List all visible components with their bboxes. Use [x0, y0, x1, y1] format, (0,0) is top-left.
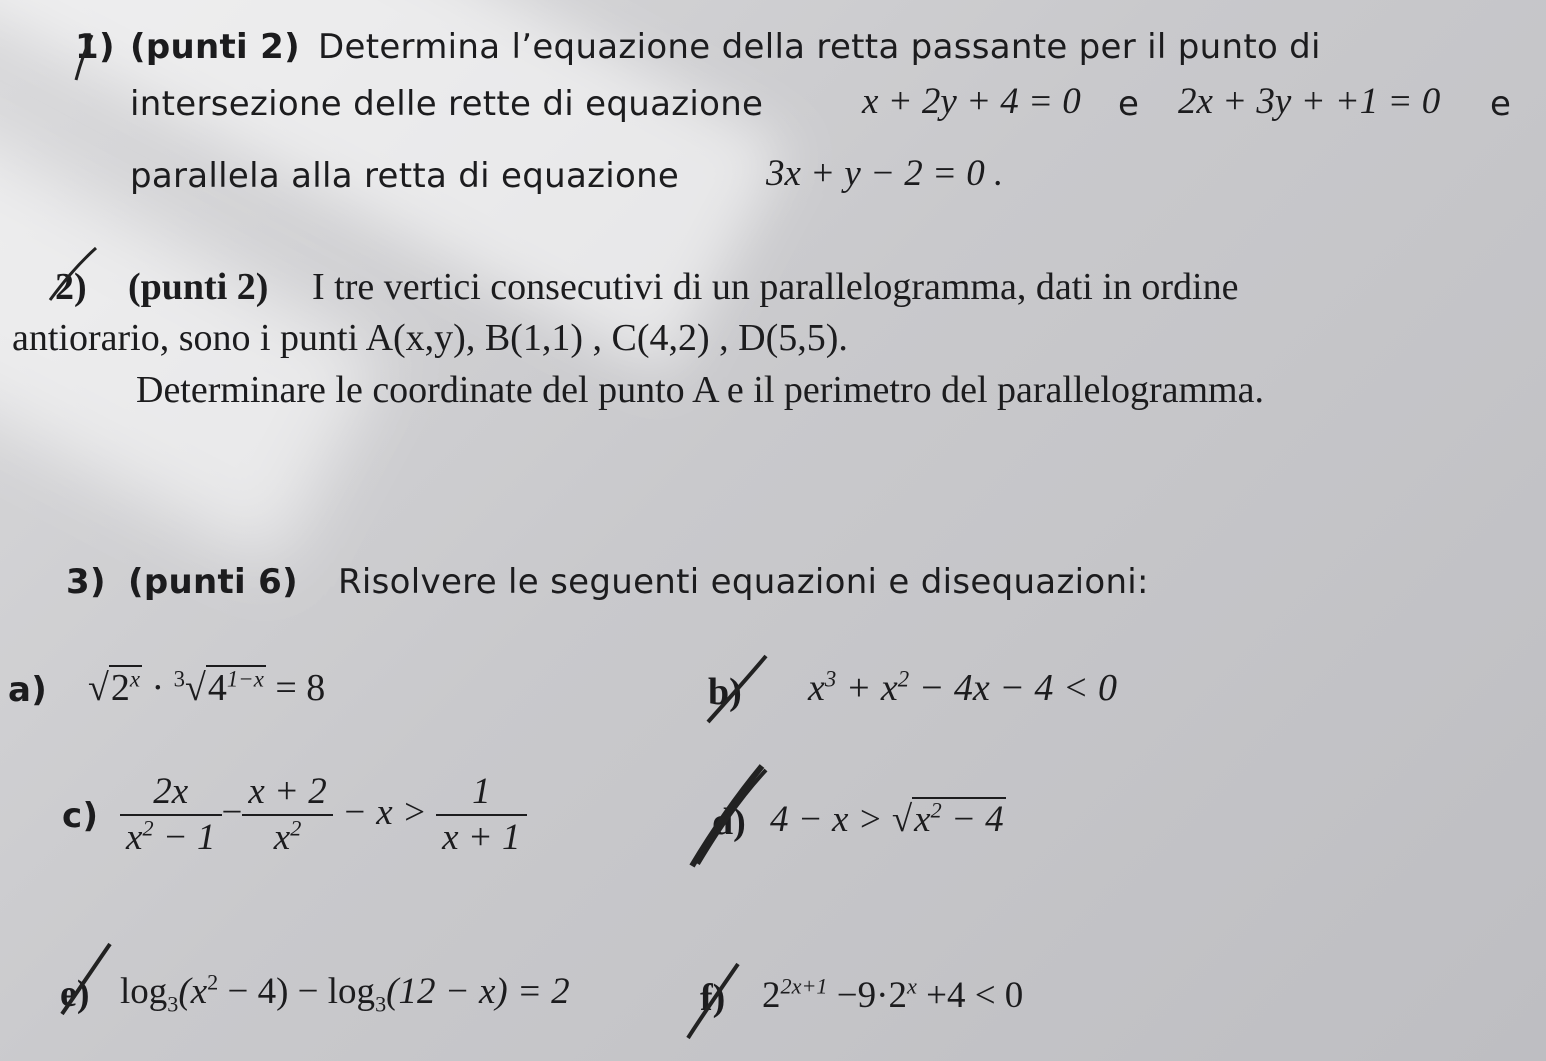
- item-b-label: b): [708, 671, 742, 713]
- item-a-label: a): [8, 670, 48, 710]
- fraction-1: $\frac{2x}{x^2 - 1}$: [120, 770, 222, 861]
- sqrt-sign: √: [88, 667, 109, 709]
- handwritten-check-mark: [62, 30, 102, 90]
- equation-parallel-line: 3x + y − 2 = 0 .: [766, 153, 1004, 194]
- item-f-inequality: $2^{2x+1} -9\cdot 2^x +4 < 0$: [762, 973, 1024, 1016]
- handwritten-check-mark: [680, 960, 746, 1044]
- item-d-inequality: $4 - x > √x^2 - 4$: [770, 797, 1004, 840]
- item-a-equation: $√2^x \cdot ^3√4^{1-x} = 8$: [88, 666, 326, 709]
- item-e-label: e): [60, 973, 90, 1015]
- item-e-equation: $\log_3(x^2 - 4) - \log_3(12 - x) = 2$: [120, 969, 570, 1017]
- fraction-3: $\frac{1}{x + 1}$: [436, 770, 526, 861]
- exercise-1-line-1: Determina l’equazione della retta passante per il punto di: [318, 27, 1321, 67]
- item-c-inequality: $\frac{2x}{x^2 - 1}$ − $\frac{x + 2}{x^2}$ − x > $\frac{1}{x + 1}$: [120, 770, 527, 861]
- exercise-1-points: (punti 2): [130, 27, 300, 67]
- exercise-2-line-2: antiorario, sono i punti A(x,y), B(1,1) , C(4,2) , D(5,5).: [12, 317, 848, 359]
- exercise-2-line-3: Determinare le coordinate del punto A e il perimetro del parallelogramma.: [136, 369, 1264, 411]
- sqrt-sign: √: [891, 799, 913, 840]
- item-d-label: d): [712, 801, 746, 843]
- conjunction-e-2: e: [1490, 84, 1512, 124]
- exercise-2-line-1: I tre vertici consecutivi di un parallelogramma, dati in ordine: [312, 266, 1239, 308]
- exercise-1-line-3: parallela alla retta di equazione: [130, 156, 680, 196]
- exercise-3-points: (punti 6): [128, 562, 298, 602]
- handwritten-check-mark: [700, 652, 772, 728]
- exercise-3-number: 3): [66, 562, 106, 602]
- item-c-label: c): [62, 796, 99, 836]
- handwritten-check-mark: [54, 940, 116, 1020]
- equation-line-2: 2x + 3y + +1 = 0: [1178, 81, 1441, 122]
- exercise-1-line-2: intersezione delle rette di equazione: [130, 84, 764, 124]
- fraction-2: $\frac{x + 2}{x^2}$: [242, 770, 332, 861]
- exercise-3-instructions: Risolvere le seguenti equazioni e disequazioni:: [338, 562, 1149, 602]
- conjunction-e-1: e: [1118, 84, 1140, 124]
- handwritten-check-mark: [42, 244, 102, 306]
- exercise-2-number: 2): [55, 266, 87, 308]
- cube-root-sign: √: [185, 667, 206, 709]
- item-b-inequality: $x^3 + x^2 - 4x - 4 < 0$: [808, 666, 1117, 709]
- item-f-label: f): [700, 977, 726, 1019]
- handwritten-check-mark: [684, 760, 774, 872]
- exercise-1-number: 1): [75, 27, 115, 67]
- exercise-2-points: (punti 2): [128, 266, 269, 308]
- equation-line-1: x + 2y + 4 = 0: [862, 81, 1081, 122]
